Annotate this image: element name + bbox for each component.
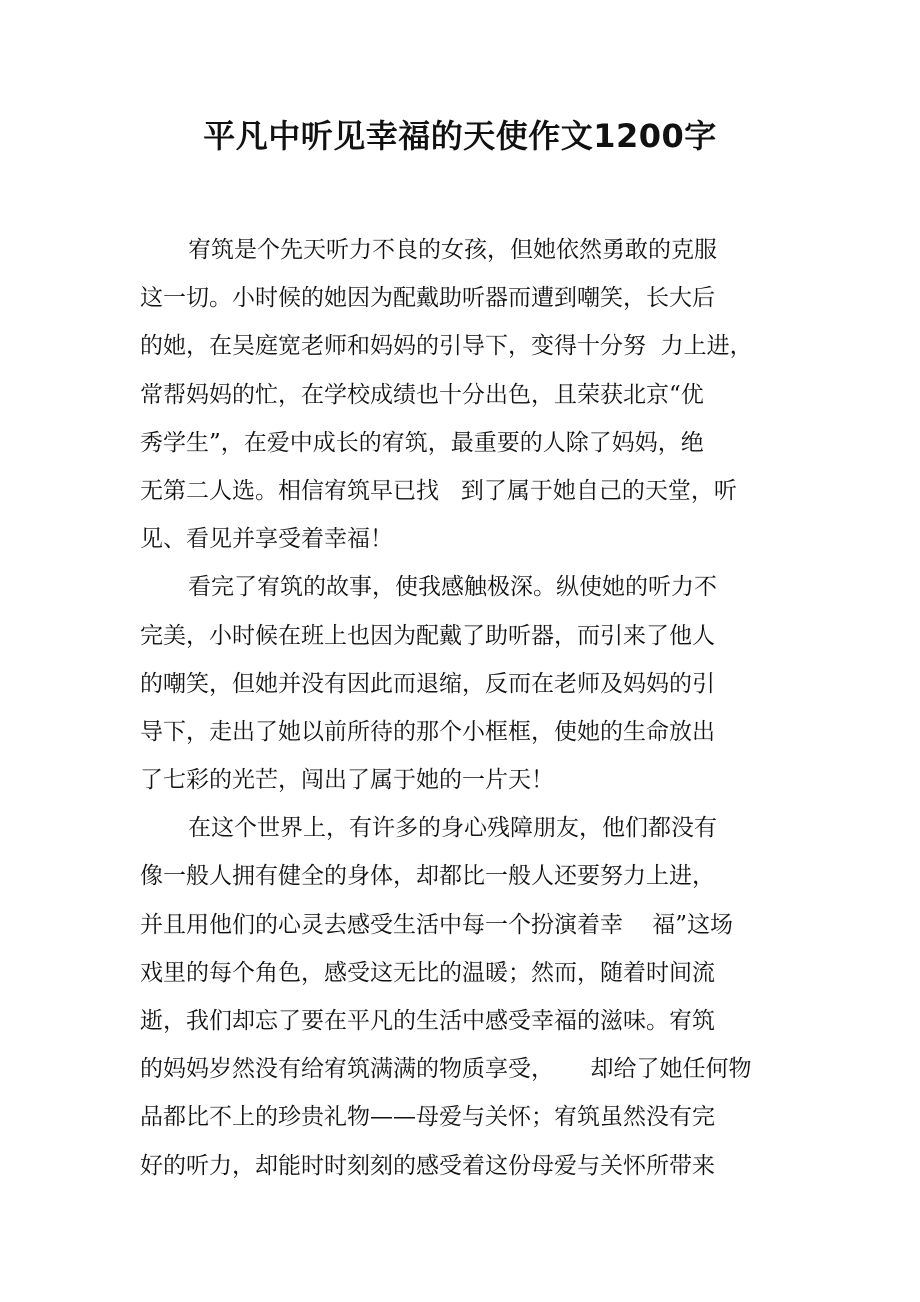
paragraph-3-line-4: 戏里的每个角色，感受这无比的温暖；然而，随着时间流 [140,959,715,986]
paragraph-1-line-7: 见、看见并享受着幸福！ [140,526,393,553]
paragraph-1-line-2: 这一切。小时候的她因为配戴助听器而遭到嘲笑，长大后 [140,285,715,312]
paragraph-3-line-1: 在这个世界上，有许多的身心残障朋友，他们都没有 [188,815,717,842]
paragraph-3-line-5: 逝，我们却忘了要在平凡的生活中感受幸福的滋味。宥筑 [140,1008,715,1034]
paragraph-1-line-1: 宥筑是个先天听力不良的女孩，但她依然勇敢的克服 [188,237,717,263]
paragraph-3-line-6: 的妈妈岁然没有给宥筑满满的物质享受， 却给了她任何物 [140,1056,752,1083]
paragraph-1-line-4: 常帮妈妈的忙，在学校成绩也十分出色，且荣获北京“优 [140,381,704,408]
paragraph-1-line-6: 无第二人选。相信宥筑早已找 到了属于她自己的天堂，听 [140,477,737,504]
paragraph-3-line-2: 像一般人拥有健全的身体，却都比一般人还要努力上进， [140,863,715,890]
paragraph-1-line-5: 秀学生”，在爱中成长的宥筑，最重要的人除了妈妈，绝 [140,429,704,456]
paragraph-2-line-2: 完美，小时候在班上也因为配戴了助听器，而引来了他人 [140,622,715,649]
document-title: 平凡中听见幸福的天使作文1200字 [203,117,717,155]
paragraph-2-line-3: 的嘲笑，但她并没有因此而退缩，反而在老师及妈妈的引 [140,670,715,697]
paragraph-3-line-7: 品都比不上的珍贵礼物——母爱与关怀；宥筑虽然没有完 [140,1104,715,1131]
paragraph-3-line-3: 并且用他们的心灵去感受生活中每一个扮演着幸 福”这场 [140,911,734,938]
paragraph-2-line-1: 看完了宥筑的故事，使我感触极深。纵使她的听力不 [188,574,717,601]
document-body [140,226,785,1190]
paragraph-1-line-3: 的她，在吴庭宽老师和妈妈的引导下，变得十分努 力上进， [140,333,753,360]
paragraph-3-line-8: 好的听力，却能时时刻刻的感受着这份母爱与关怀所带来 [140,1152,715,1179]
paragraph-2-line-4: 导下，走出了她以前所待的那个小框框，使她的生命放出 [140,718,715,745]
paragraph-2-line-5: 了七彩的光芒，闯出了属于她的一片天！ [140,767,554,794]
